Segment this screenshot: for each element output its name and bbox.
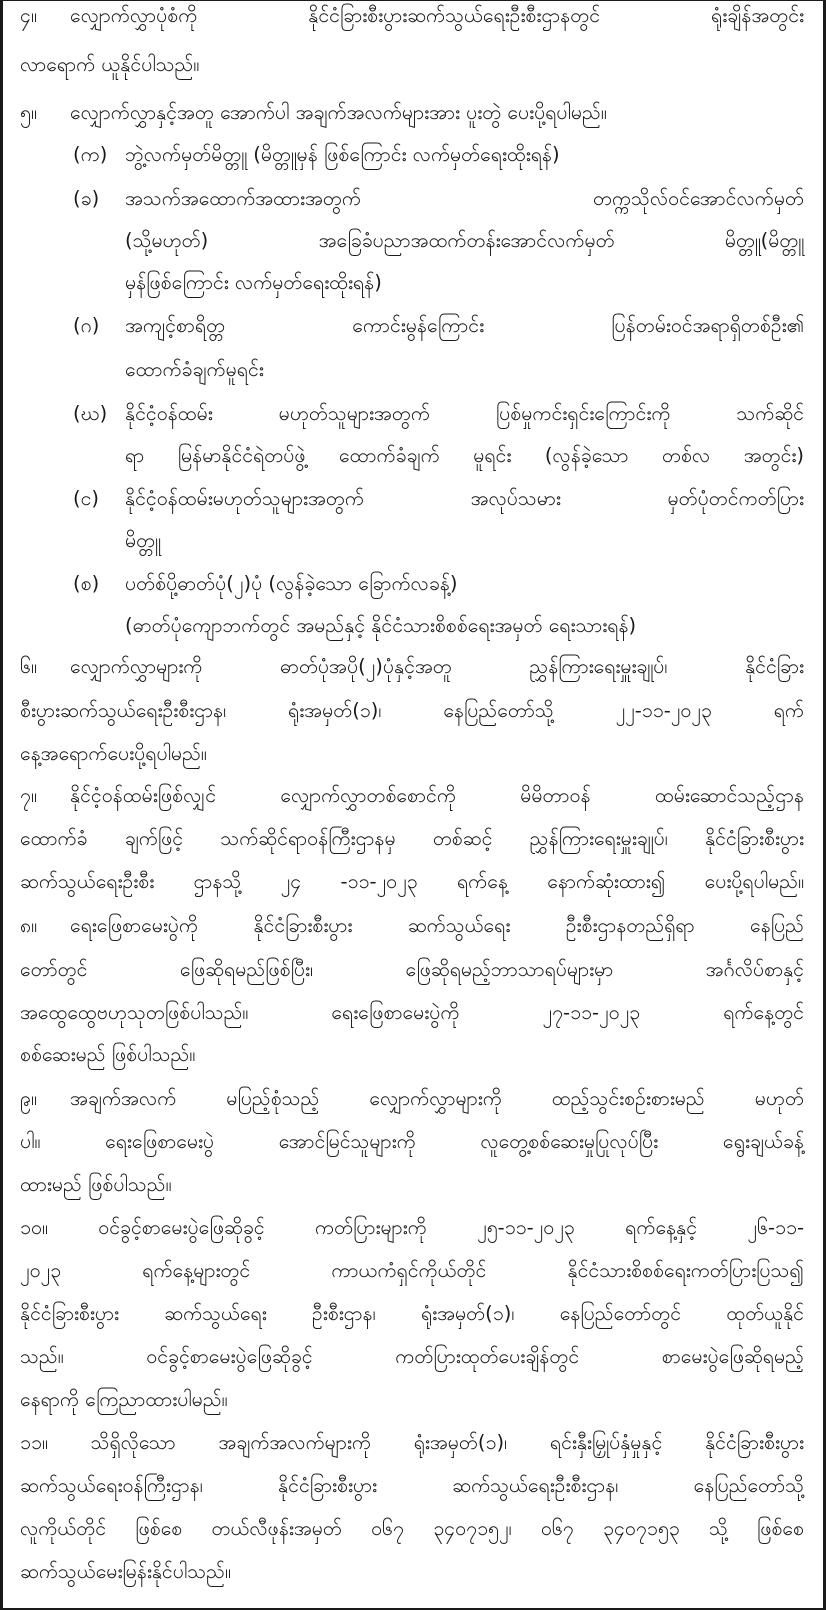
paragraph-line: ၂၀၂၃ ရက်နေ့များတွင် ကာယကံရှင်ကိုယ်တိုင် နိုင်ငံသားစိစစ်ရေးကတ်ပြားပြသ၍ xyxy=(20,1259,804,1282)
paragraph-number: ၅။ xyxy=(20,101,37,124)
list-item-label: (ဃ) xyxy=(73,402,108,425)
list-item-line: ဘွဲ့လက်မှတ်မိတ္တူ (မိတ္တူမှန် ဖြစ်ကြောင်း လက်မှတ်ရေးထိုးရန်) xyxy=(125,143,560,166)
list-item-label: (ဂ) xyxy=(73,314,100,337)
list-item-line: (သို့မဟုတ်) အခြေခံပညာအထက်တန်းအောင်လက်မှတ် မိတ္တူ(မိတ္တူ xyxy=(125,229,804,252)
paragraph-line: နေ့အရောက်ပေးပို့ရပါမည်။ xyxy=(20,742,207,765)
paragraph-line: အထွေထွေဗဟုသုတဖြစ်ပါသည်။ ရေးဖြေစာမေးပွဲကို ၂၇-၁၁-၂၀၂၃ ရက်နေ့တွင် xyxy=(20,1001,804,1024)
list-item-line: နိုင်ငံ့ဝန်ထမ်း မဟုတ်သူများအတွက် ပြစ်မှုကင်းရှင်းကြောင်းကို သက်ဆိုင် xyxy=(125,402,804,425)
paragraph-line: ပါ။ ရေးဖြေစာမေးပွဲ အောင်မြင်သူများကို လူတွေ့စစ်ဆေးမှုပြုလုပ်ပြီး ရွေးချယ်ခန့် xyxy=(20,1130,804,1153)
paragraph-line: နိုင်ငံခြားစီးပွား ဆက်သွယ်ရေး ဦးစီးဌာန၊ ရုံးအမှတ်(၁)၊ နေပြည်တော်တွင် ထုတ်ယူနိုင် xyxy=(20,1302,804,1325)
paragraph-line: စစ်ဆေးမည် ဖြစ်ပါသည်။ xyxy=(20,1043,196,1066)
paragraph-line: ထားမည် ဖြစ်ပါသည်။ xyxy=(20,1173,172,1196)
paragraph-line: ဆက်သွယ်ရေးဝန်ကြီးဌာန၊ နိုင်ငံခြားစီးပွား ဆက်သွယ်ရေးဦးစီးဌာန၊ နေပြည်တော်သို့ xyxy=(20,1474,804,1497)
paragraph-line: ၁၁။ သိရှိလိုသော အချက်အလက်များကို ရုံးအမှတ်(၁)၊ ရင်းနှီးမြှုပ်နှံမှုနှင့် နိုင်ငံခြားစီးပွား xyxy=(20,1431,804,1454)
paragraph-line: တော်တွင် ဖြေဆိုရမည်ဖြစ်ပြီး၊ ဖြေဆိုရမည့်ဘာသာရပ်များမှာ အင်္ဂလိပ်စာနှင့် xyxy=(20,958,804,981)
list-item-label: (င) xyxy=(73,487,100,510)
list-item-line: ရာ မြန်မာနိုင်ငံရဲတပ်ဖွဲ့ ထောက်ခံချက် မူရင်း (လွန်ခဲ့သော တစ်လ အတွင်း) xyxy=(125,444,804,467)
paragraph-line: လျှောက်လွှာနှင့်အတူ အောက်ပါ အချက်အလက်များအား ပူးတွဲ ပေးပို့ရပါမည်။ xyxy=(70,101,607,124)
paragraph-line: ဆက်သွယ်မေးမြန်းနိုင်ပါသည်။ xyxy=(20,1560,231,1583)
paragraph-line: ဆက်သွယ်ရေးဦးစီး ဌာနသို့ ၂၄ -၁၁-၂၀၂၃ ရက်နေ့ နောက်ဆုံးထား၍ ပေးပို့ရပါမည်။ xyxy=(20,870,804,893)
list-item-label: (က) xyxy=(73,143,108,166)
list-item-label: (ခ) xyxy=(73,187,100,210)
paragraph-number: ၈။ xyxy=(20,914,38,937)
paragraph-line: လျှောက်လွှာပုံစံကို နိုင်ငံခြားစီးပွားဆက်သွယ်ရေးဦးစီးဌာနတွင် ရုံးချိန်အတွင်း xyxy=(70,4,804,27)
paragraph-line: အချက်အလက် မပြည့်စုံသည့် လျှောက်လွှာများကို ထည့်သွင်းစဉ်းစားမည် မဟုတ် xyxy=(70,1087,804,1110)
paragraph-number: ၉။ xyxy=(20,1087,37,1110)
list-item-line: (ဓာတ်ပုံကျောဘက်တွင် အမည်နှင့် နိုင်ငံသားစိစစ်ရေးအမှတ် ရေးသားရန်) xyxy=(125,614,637,637)
paragraph-line: ရေးဖြေစာမေးပွဲကို နိုင်ငံခြားစီးပွား ဆက်သွယ်ရေး ဦးစီးဌာနတည်ရှိရာ နေပြည် xyxy=(70,914,804,937)
list-item-line: မှန်ဖြစ်ကြောင်း လက်မှတ်ရေးထိုးရန်) xyxy=(125,271,382,294)
paragraph-line: စီးပွားဆက်သွယ်ရေးဦးစီးဌာန၊ ရုံးအမှတ်(၁)၊ နေပြည်တော်သို့ ၂၂-၁၁-၂၀၂၃ ရက် xyxy=(20,699,804,722)
paragraph-line: နိုင်ငံ့ဝန်ထမ်းဖြစ်လျှင် လျှောက်လွှာတစ်စောင်ကို မိမိတာဝန် ထမ်းဆောင်သည့်ဌာန xyxy=(70,784,804,807)
paragraph-line: နေရာကို ကြေညာထားပါမည်။ xyxy=(20,1388,228,1411)
list-item-line: အကျင့်စာရိတ္တ ကောင်းမွန်ကြောင်း ပြန်တမ်းဝင်အရာရှိတစ်ဦး၏ xyxy=(125,314,804,337)
paragraph-line: ၁၀။ ဝင်ခွင့်စာမေးပွဲဖြေဆိုခွင့် ကတ်ပြားများကို ၂၅-၁၁-၂၀၂၃ ရက်နေ့နှင့် ၂၆-၁၁- xyxy=(20,1216,804,1239)
paragraph-number: ၄။ xyxy=(20,4,37,27)
list-item-line: မိတ္တူ xyxy=(125,529,161,552)
paragraph-number: ၆။ xyxy=(20,655,37,678)
list-item-line: ပတ်စ်ပို့ဓာတ်ပုံ(၂)ပုံ (လွန်ခဲ့သော ခြောက်လခန့်) xyxy=(125,572,458,595)
paragraph-line: လာရောက် ယူနိုင်ပါသည်။ xyxy=(20,53,200,76)
list-item-line: အသက်အထောက်အထားအတွက် တက္ကသိုလ်ဝင်အောင်လက်မှတ် xyxy=(125,187,804,210)
paragraph-line: ထောက်ခံ ချက်ဖြင့် သက်ဆိုင်ရာဝန်ကြီးဌာနမှ တစ်ဆင့် ညွှန်ကြားရေးမှူးချုပ်၊ နိုင်ငံခြားစီးပွား xyxy=(20,827,804,850)
paragraph-number: ၇။ xyxy=(20,784,37,807)
paragraph-line: လူကိုယ်တိုင် ဖြစ်စေ တယ်လီဖုန်းအမှတ် ၀၆၇ ၃၄၀၇၁၅၂၊ ၀၆၇ ၃၄၀၇၁၅၃ သို့ ဖြစ်စေ xyxy=(20,1517,804,1540)
paragraph-line: လျှောက်လွှာများကို ဓာတ်ပုံအပို(၂)ပုံနှင့်အတူ ညွှန်ကြားရေးမှူးချုပ်၊ နိုင်ငံခြား xyxy=(70,655,804,678)
list-item-label: (စ) xyxy=(73,572,100,595)
list-item-line: ထောက်ခံချက်မူရင်း xyxy=(125,358,264,381)
paragraph-line: သည်။ ဝင်ခွင့်စာမေးပွဲဖြေဆိုခွင့် ကတ်ပြားထုတ်ပေးချိန်တွင် စာမေးပွဲဖြေဆိုရမည့် xyxy=(20,1345,804,1368)
list-item-line: နိုင်ငံ့ဝန်ထမ်းမဟုတ်သူများအတွက် အလုပ်သမား မှတ်ပုံတင်ကတ်ပြား xyxy=(125,487,804,510)
